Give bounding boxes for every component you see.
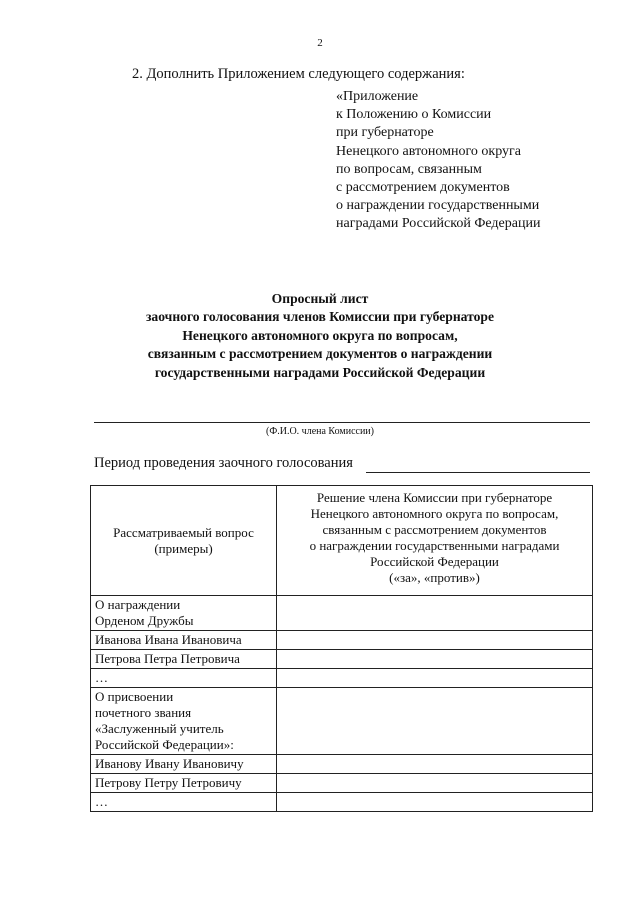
table-row — [91, 688, 593, 755]
decision-cell[interactable] — [277, 755, 593, 774]
table-row — [91, 774, 593, 793]
header-question — [91, 486, 277, 596]
intro-text: 2. Дополнить Приложением следующего содержания: — [132, 66, 465, 82]
question-line: Орденом Дружбы — [95, 613, 194, 628]
title-line: заочного голосования членов Комиссии при губернаторе — [145, 309, 495, 325]
question-cell — [91, 774, 277, 793]
decision-cell[interactable] — [277, 650, 593, 669]
appendix-heading — [336, 88, 540, 234]
appendix-heading-line: с рассмотрением документов — [336, 180, 510, 196]
question-line: Петрову Петру Петровичу — [95, 775, 242, 790]
appendix-heading-line: наградами Российской Федерации — [336, 216, 541, 232]
title-line: связанным с рассмотрением документов о награждении — [147, 346, 493, 362]
table-row — [91, 755, 593, 774]
header-decision-line: Ненецкого автономного округа по вопросам, — [310, 506, 559, 521]
decision-cell[interactable] — [277, 669, 593, 688]
document-title — [0, 290, 640, 382]
question-line: Петрова Петра Петровича — [95, 651, 240, 666]
question-cell — [91, 755, 277, 774]
header-decision-line: о награждении государственными наградами — [309, 538, 560, 553]
decision-cell[interactable] — [277, 631, 593, 650]
header-decision-line: связанным с рассмотрением документов — [322, 522, 547, 537]
member-name-caption: (Ф.И.О. члена Комиссии) — [266, 426, 374, 437]
header-decision-line: Решение члена Комиссии при губернаторе — [316, 490, 553, 505]
question-cell — [91, 669, 277, 688]
table-row — [91, 631, 593, 650]
question-line: Иванова Ивана Ивановича — [95, 632, 242, 647]
appendix-heading-line: Ненецкого автономного округа — [336, 143, 521, 159]
question-line: О награждении — [95, 597, 181, 612]
question-cell — [91, 631, 277, 650]
question-line: … — [95, 794, 108, 809]
voting-table — [90, 485, 593, 812]
header-question-line: Рассматриваемый вопрос — [113, 524, 254, 540]
voting-period-label: Период проведения заочного голосования — [94, 455, 353, 471]
header-decision-line: («за», «против») — [389, 570, 480, 585]
table-header-row — [91, 486, 593, 596]
decision-cell[interactable] — [277, 596, 593, 631]
table-row — [91, 793, 593, 812]
title-line: Опросный лист — [271, 291, 369, 306]
decision-cell[interactable] — [277, 688, 593, 755]
table-row — [91, 650, 593, 669]
question-cell — [91, 793, 277, 812]
header-decision — [277, 486, 593, 596]
header-question-line: (примеры) — [154, 540, 213, 556]
question-line: «Заслуженный учитель — [95, 721, 224, 736]
appendix-heading-line: по вопросам, связанным — [336, 161, 482, 177]
title-line: государственными наградами Российской Федерации — [154, 364, 486, 380]
question-line: О присвоении — [95, 689, 174, 704]
table-row — [91, 596, 593, 631]
appendix-heading-line: к Положению о Комиссии — [336, 107, 492, 123]
title-line: Ненецкого автономного округа по вопросам, — [182, 327, 458, 343]
question-cell — [91, 596, 277, 631]
question-cell — [91, 688, 277, 755]
appendix-heading-line: о награждении государственными — [336, 198, 540, 214]
question-cell — [91, 650, 277, 669]
voting-period-blank-line — [366, 472, 590, 473]
question-line: почетного звания — [95, 705, 192, 720]
decision-cell[interactable] — [277, 793, 593, 812]
question-line: Российской Федерации»: — [95, 737, 234, 752]
appendix-heading-line: при губернаторе — [336, 125, 434, 141]
page-number: 2 — [317, 37, 323, 49]
question-line: … — [95, 670, 108, 685]
member-name-blank-line — [94, 422, 590, 423]
table-row — [91, 669, 593, 688]
header-decision-line: Российской Федерации — [370, 554, 499, 569]
appendix-heading-line: «Приложение — [336, 89, 419, 104]
question-line: Иванову Ивану Ивановичу — [95, 756, 244, 771]
decision-cell[interactable] — [277, 774, 593, 793]
